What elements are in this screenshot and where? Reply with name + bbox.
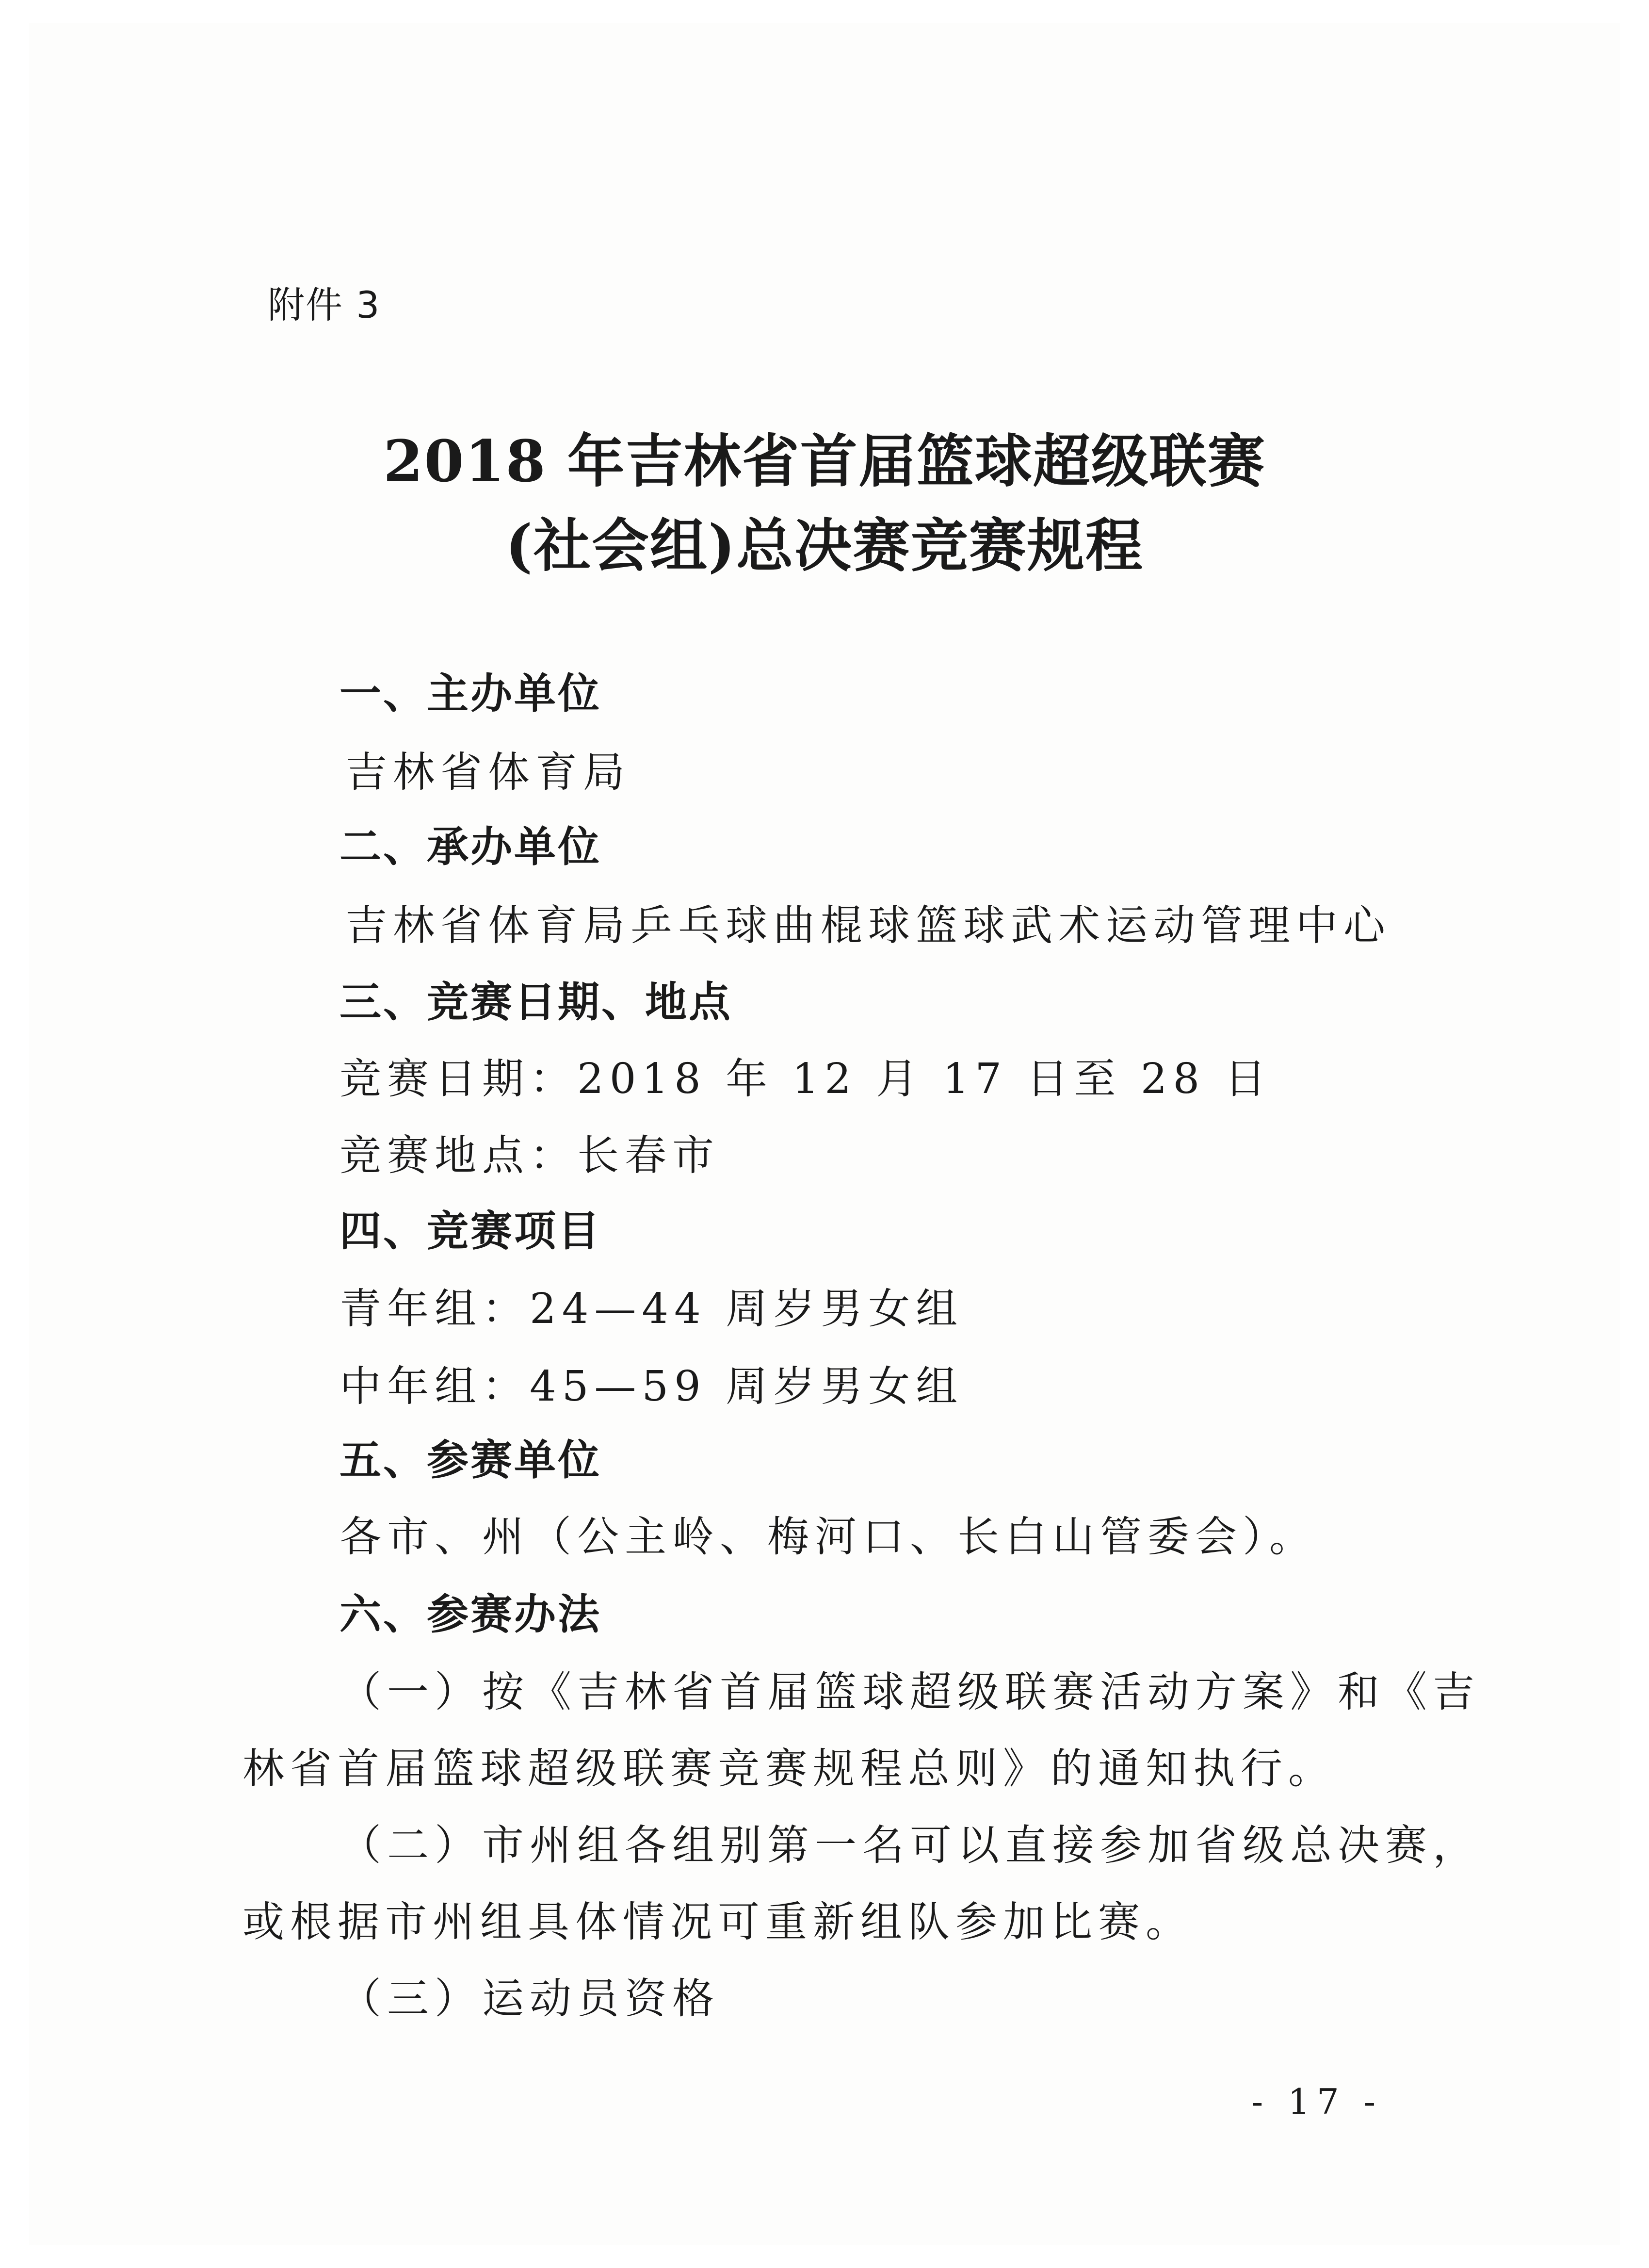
page-number: - 17 - (1251, 2081, 1383, 2122)
method-item-2-line-2: 或根据市州组具体情况可重新组队参加比赛。 (242, 1898, 1193, 1946)
document-title-line-2: (社会组)总决赛竞赛规程 (505, 512, 1144, 579)
method-item-2-line-1: （二）市州组各组别第一名可以直接参加省级总决赛， (340, 1821, 1480, 1870)
document-title-line-1: 2018 年吉林省首届篮球超级联赛 (383, 427, 1266, 495)
attachment-label: 附件 3 (268, 283, 381, 326)
competition-place: 竞赛地点：长春市 (340, 1131, 720, 1180)
section-heading-events: 四、竞赛项目 (340, 1207, 601, 1256)
method-item-1-line-1: （一）按《吉林省首届篮球超级联赛活动方案》和《吉 (340, 1668, 1480, 1716)
competition-date: 竞赛日期：2018 年 12 月 17 日至 28 日 (340, 1055, 1272, 1103)
section-heading-host: 二、承办单位 (340, 823, 601, 871)
participants-text: 各市、州（公主岭、梅河口、长白山管委会）。 (340, 1513, 1317, 1561)
youth-group: 青年组：24—44 周岁男女组 (340, 1285, 964, 1333)
section-heading-participants: 五、参赛单位 (340, 1436, 601, 1485)
middle-age-group: 中年组：45—59 周岁男女组 (340, 1362, 964, 1411)
host-text: 吉林省体育局乒乓球曲棍球篮球武术运动管理中心 (345, 901, 1391, 950)
section-heading-method: 六、参赛办法 (340, 1590, 601, 1639)
organizer-text: 吉林省体育局 (345, 748, 630, 797)
method-item-3: （三）运动员资格 (340, 1974, 720, 2023)
method-item-1-line-2: 林省首届篮球超级联赛竞赛规程总则》的通知执行。 (242, 1745, 1336, 1793)
section-heading-organizer: 一、主办单位 (340, 669, 601, 718)
section-heading-date-place: 三、竞赛日期、地点 (340, 978, 732, 1027)
